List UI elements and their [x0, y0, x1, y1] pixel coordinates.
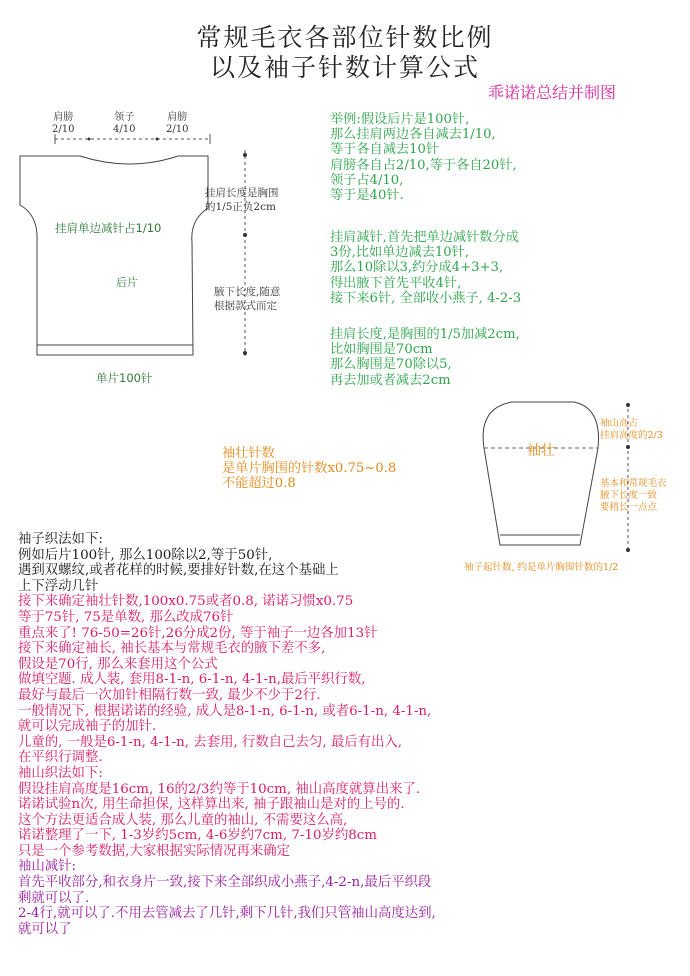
back-piece-label: 后片: [116, 276, 138, 289]
sleeve-cast-on-note: 袖子起针数, 约是单片胸围针数的1/2: [464, 562, 619, 573]
shoulder-left-label: 肩膀 2/10: [52, 112, 75, 135]
sleeve-length-note: 基本和常规毛衣 腋下长度一致 要稍长一点点: [600, 478, 667, 513]
sleeve-method-block: 袖子织法如下: 例如后片100针, 那么100除以2,等于50针, 遇到双螺纹,或者花样的时候,要排好针数,在这个基础上 上下浮动几针 接下来确定袖壮针数,100x0.75或者0.8, 诺诺习惯x0.75 等于75针, 75是单数, 那么改成76针 重点来了! 76-50=26针,26分成2份, 等于袖子一边各加13针 接下来确定袖长, 袖长基本与常规毛衣的腋下差不多, 假设是70行, 那么来套用这个公式 做填空题. 成人装, 套用8-1-n, 6-1-n, 4-1-n,最后平织行数, 最好与最后一次加针相隔行数一致, 最少不少于2行. 一般情况下, 根据诺诺的经验, 成人是8-1-n, 6-1-n, 或者6-1-n, 4-1-n, 就可以完成袖子的加针. 儿童的, 一般是6-1-n, 4-1-n, 去套用, 行数自己去匀, 最后有出入, 在平织行调整. 袖山织法如下: 假设挂肩高度是16cm, 16的2/3约等于10cm, 袖山高度就算出来了. 诺诺试验n次, 用生命担保, 这样算出来, 袖子跟袖山是对的上号的. 这个方法更适合成人装, 那么儿童的袖山, 不需要这么高, 诺诺整理了一下, 1-3岁约5cm, 4-6岁约7cm, 7-10岁约8cm 只是一个参考数据,大家根据实际情况再来确定 袖山减针: 首先平收部分,和衣身片一致,接下来全部织成小燕子,4-2-n,最后平织段 剩就可以了. 2-4行,就可以了.不用去管减去了几针,剩下几针,我们只管袖山高度达到, 就可以了: [18, 532, 436, 937]
example-block: 举例:假设后片是100针, 那么挂肩两边各自减去1/10, 等于各自减去10针 肩膀各自占2/10,等于各自20针, 领子占4/10, 等于是40针.: [330, 112, 517, 204]
sleeve-cap-note: 袖山高占 挂肩高度的2/3: [600, 418, 663, 441]
armhole-decrease-label: 挂肩单边减针占1/10: [55, 221, 162, 235]
neck-label: 领子 4/10: [113, 112, 136, 135]
underarm-note: 腋下长度,随意 根据款式而定: [214, 286, 281, 312]
page-title-line2: 以及袖子针数计算公式: [209, 53, 480, 82]
armhole-depth-note: 挂肩长度是胸围 的1/5正负2cm: [205, 187, 279, 213]
back-piece-outline: [20, 156, 208, 355]
body-height-measure: [243, 150, 247, 356]
sleeve-width-formula: 袖壮针数 是单片胸围的针数x0.75~0.8 不能超过0.8: [222, 446, 397, 492]
sleeve-outline: [483, 402, 598, 545]
sleeve-width-label: 袖壮: [527, 443, 555, 459]
author-credit: 乖诺诺总结并制图: [488, 83, 617, 102]
shoulder-right-label: 肩膀 2/10: [166, 112, 189, 135]
page-title-line1: 常规毛衣各部位针数比例: [196, 23, 494, 52]
armhole-length-block: 挂肩长度,是胸围的1/5加减2cm, 比如胸围是70cm 那么胸围是70除以5, 再去加或者减去2cm: [330, 327, 520, 388]
single-piece-label: 单片100针: [96, 371, 153, 385]
armhole-decrease-block: 挂肩减针,首先把单边减针数分成 3份,比如单边减去10针, 那么10除以3,约分成4+3+3, 得出腋下首先平收4针, 接下来6针, 全部收小燕子, 4-2-3: [330, 230, 522, 306]
